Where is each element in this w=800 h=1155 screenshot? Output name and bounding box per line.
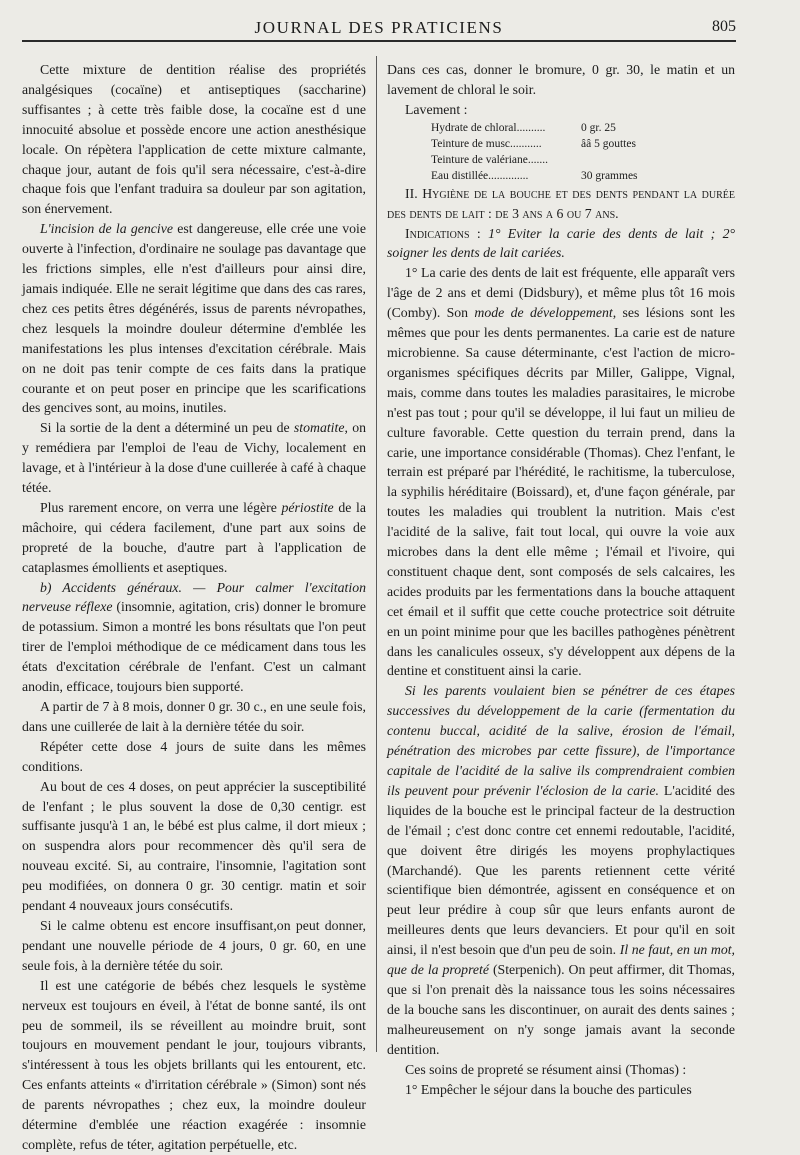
ingredient: Teinture de valériane....... [431, 153, 549, 166]
ingredient: Teinture de musc........... [431, 137, 542, 150]
italic-phrase: périostite [281, 499, 334, 515]
paragraph: Répéter cette dose 4 jours de suite dans les mêmes conditions. [22, 738, 366, 774]
paragraph [387, 224, 735, 264]
lavement-label: Lavement : [405, 101, 468, 117]
paragraph-text: Si la sortie de la dent a déterminé un peu de [40, 420, 294, 436]
paragraph: Au bout de ces 4 doses, on peut apprécier la susceptibilité de l'enfant ; le plus souvent la dose de 0,30 centigr. est suffisante jusqu'à 1 an, le bébé est plus calme, il dort mieux ; on suspendra alors pour recommencer dès qu'il sera de nouveau excité. Si, au contraire, l'insomnie, l'agitation sont peu modifiées, on donnera 0 gr. 30 centigr. matin et soir pendant 4 nouveaux jours consécutifs. [22, 778, 366, 914]
paragraph-text: est dangereuse, elle crée une voie ouverte à l'infection, d'ordinaire ne soulage pas davantage que les frictions simples, elle n'est d'ailleurs pour ainsi dire, jamais indiquée. Elle ne serait légitime que dans des cas rares, chez ces petits êtres dégénérés, issus de parents névropathes, chez lesquels la moindre douleur détermine d'emblée les manifestations les plus intenses d'excitation cérébrale. Mais on ne doit pas tenir compte de ces faits dans la pratique courante et on peut poser en principe que les scarifications des gencives sont, au moins, inutiles. [22, 221, 366, 416]
quantity: 30 grammes [581, 169, 638, 182]
prescription-row [431, 120, 735, 136]
paragraph-text: de la mâchoire, qui cédera facilement, d'une part aux soins de propreté de la bouche, d'autre part à l'application de cataplasmes émollients et aseptiques. [22, 499, 366, 575]
prescription-row [431, 168, 735, 184]
italic-phrase: L'incision de la gencive [40, 221, 173, 237]
paragraph: Dans ces cas, donner le bromure, 0 gr. 30, le matin et un lavement de chloral le soir. [387, 62, 735, 97]
right-column [387, 60, 736, 1097]
indications-label: Indications : [405, 225, 489, 241]
italic-phrase: stomatite [293, 420, 345, 436]
paragraph-text: (insomnie, agitation, cris) donner le bromure de potassium. Simon a montré les bons résultats que l'on peut tirer de l'emploi méthodique de ce médicament dans tous les états d'excitation cérébrale de l'enfant. C'est un calmant anodin, efficace, toujours bien supporté. [22, 599, 366, 695]
quantity: 0 gr. 25 [581, 121, 616, 134]
paragraph-text: L'acidité des liquides de la bouche est le principal facteur de la destruction de l'émail ; c'est donc contre cet ennemi redoutable, l'acidité, que doivent être dirigés les moyens prophylactiques (Marchandé). Que les parents retiennent cette vérité scientifique bien démontrée, agissent en conséquence et on peut leur prédire à coup sûr que leurs enfants auront de meilleures dents que leurs devanciers. Et pour qu'il en soit ainsi, il n'est besoin que d'un peu de soin. [387, 782, 735, 958]
page-number: 805 [712, 18, 736, 35]
journal-title: JOURNAL DES PRATICIENS [254, 18, 504, 37]
paragraph: Si le calme obtenu est encore insuffisant,on peut donner, pendant une nouvelle période de 4 jours, 0 gr. 60, en une seule fois, à la dernière tétée du soir. [22, 917, 366, 973]
column-divider [376, 56, 377, 1052]
paragraph [22, 498, 366, 578]
italic-phrase: 1° Eviter la carie des dents de lait ; 2° soigner les dents de lait cariées. [387, 225, 736, 261]
section-heading: II. Hygiène de la bouche et des dents pendant la durée des dents de lait : de 3 ans a 6 ou 7 ans. [387, 185, 735, 221]
ingredient: Hydrate de chloral.......... [431, 121, 546, 134]
paragraph [22, 418, 366, 498]
quantity: ââ 5 gouttes [581, 137, 636, 150]
paragraph: Cette mixture de dentition réalise des propriétés analgésiques (cocaïne) et antiseptiques (saccharine) suffisantes ; à cette très faible dose, la cocaïne est d une innocuité absolue et possède encore une action anesthésique locale. On répètera l'application de cette mixture calmante, chaque jour, autant de fois qu'il sera nécessaire, c'est-à-dire chaque fois que l'enfant traduira sa douleur par son agitation, son énervement. [22, 62, 366, 217]
italic-phrase: mode de développement [474, 305, 613, 321]
paragraph [22, 219, 366, 418]
italic-phrase: Il ne faut, en un mot, que de la propreté [387, 942, 735, 978]
paragraph-text: 1° La carie des dents de lait est fréquente, elle apparaît vers l'âge de 2 ans et demi (Didsbury), et même plus tôt 16 mois (Comby). Son [387, 265, 735, 321]
quantity [581, 152, 671, 168]
paragraph-text: , ses lésions sont les mêmes que pour les dents permanentes. La carie est de nature microbienne. Sa cause déterminante, c'est l'action de micro-organismes spécifiques décrits par Miller, Galippe, Vignal, mais, comme dans toutes les maladies parasitaires, le microbe n'est pas tout ; pour qu'il se développe, il lui faut un milieu de culture favorable. Cette question du terrain prend, dans la carie, une importance considérable (Thomas). Chez l'enfant, le terrain est préparé par l'hérédité, le rachitisme, la tuberculose, la syphilis héréditaire (Boissard), et, d'une façon générale, par toutes les maladies qui troublent la nutrition. Mais c'est l'acidité de la salive, fait tout local, qui ouvre la voie aux microbes dans la dent elle même ; l'émail et l'ivoire, qui constituent chaque dent, sont composés de sels calcaires, les acides produits par les fermentations dans la bouche attaquent cet émail et il suffit que cette couche protectrice soit détruite en un point minime pour que les bacilles pathogènes pénètrent dans les canalicules osseux, s'y développent aux dépens de la dentine et constituent ainsi la carie. [387, 305, 736, 679]
paragraph-text: , on y remédiera par l'emploi de l'eau de Vichy, localement en lavage, et à l'intérieur à la dose d'une cuillerée à café à chaque tétée. [22, 420, 366, 496]
paragraph: Ces soins de propreté se résument ainsi (Thomas) : [405, 1061, 687, 1077]
left-column [22, 60, 366, 1152]
paragraph-text: (Sterpenich). On peut affirmer, dit Thomas, que si l'on prenait dès la naissance tous les soins nécessaires de la bouche sans les discontinuer, on aurait des dents saines ; malheureusement on n'y songe jamais avant la seconde dentition. [387, 962, 735, 1057]
prescription-row [431, 136, 735, 152]
paragraph [387, 681, 735, 1059]
italic-phrase: b) Accidents généraux. — Pour calmer l'excitation nerveuse réflexe [22, 579, 366, 615]
paragraph-text: Plus rarement encore, on verra une légère [40, 499, 282, 515]
paragraph: A partir de 7 à 8 mois, donner 0 gr. 30 c., en une seule fois, dans une cuillerée de lait à la dernière tétée du soir. [22, 699, 366, 734]
prescription-row [431, 152, 735, 168]
paragraph [387, 263, 735, 681]
paragraph: 1° Empêcher le séjour dans la bouche des particules [405, 1081, 692, 1097]
running-header [22, 18, 736, 42]
italic-phrase: Si les parents voulaient bien se pénétrer de ces étapes successives du développement de la carie (fermentation du contenu buccal, acidité de la salive, érosion de l'émail, pénétration des microbes par cette fissure), de l'importance capitale de l'acidité de la salive ils comprendraient combien ils peuvent pour prévenir l'éclosion de la carie. [387, 683, 735, 798]
paragraph: Il est une catégorie de bébés chez lesquels le système nerveux est toujours en éveil, à l'état de bonne santé, ils ont peu de sommeil, ils se réveillent au moindre bruit, sont toujours en mouvement pendant le jour, toujours vibrants, s'intéressent à tous les objets brillants qui les entourent, etc. Ces enfants atteints « d'irritation cérébrale » (Simon) sont nés de parents névropathes ; chez eux, la moindre douleur détermine d'emblée une réaction exagérée : insomnie complète, refus de téter, agitation perpétuelle, etc. [22, 977, 366, 1152]
ingredient: Eau distillée.............. [431, 169, 529, 182]
paragraph [22, 578, 366, 697]
prescription [431, 120, 735, 184]
